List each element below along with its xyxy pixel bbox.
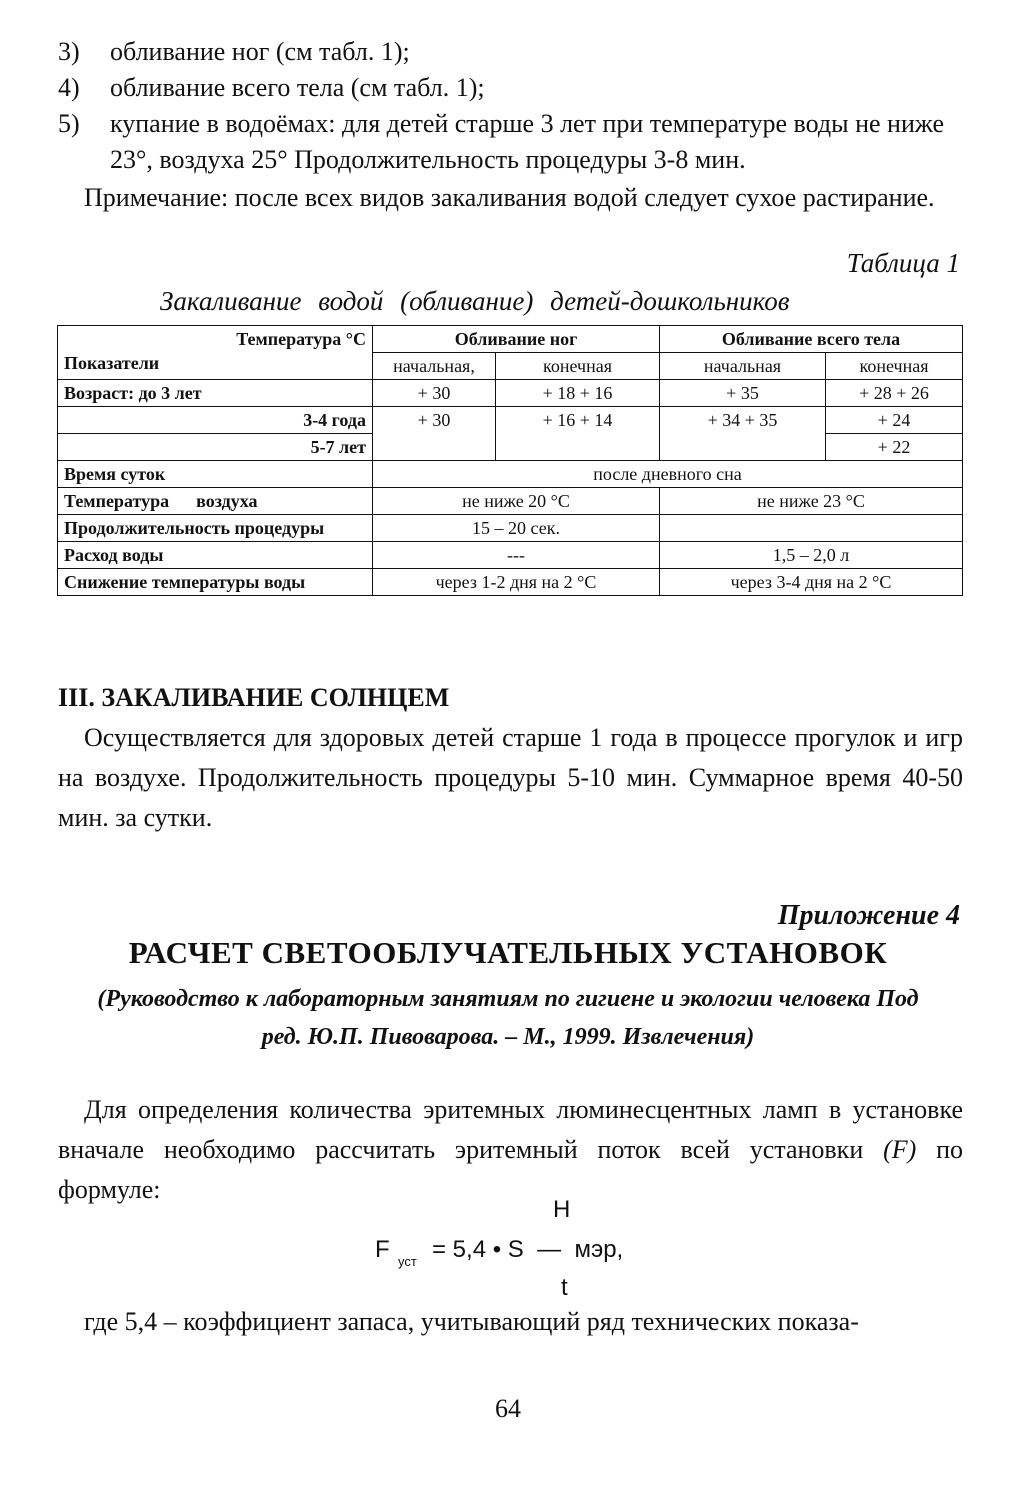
- hardening-list: [58, 34, 968, 178]
- water-body: 1,5 – 2,0 л: [660, 542, 963, 569]
- age-3-4-cell: 3-4 года: [58, 407, 373, 434]
- time-of-day-label: Время суток: [58, 461, 373, 488]
- appendix-label: Приложение 4: [777, 900, 960, 931]
- table-cell: + 24: [826, 407, 963, 434]
- header-indicators: Показатели: [64, 353, 160, 373]
- list-item-text: купание в водоёмах: для детей старше 3 лет при температуре воды не ниже 23°, воздуха 25° Продолжительность процедуры 3-8 мин.: [110, 109, 945, 174]
- table-title: Закаливание водой (обливание) детей-дошкольников: [160, 286, 790, 316]
- table-cell: + 16 + 14: [496, 407, 660, 461]
- age-5-7-cell: 5-7 лет: [58, 434, 373, 461]
- header-body: Обливание всего тела: [660, 326, 963, 353]
- appendix-subtitle: (Руководство к лабораторным занятиям по гигиене и экологии человека Под ред. Ю.П. Пивоварова. – М., 1999. Извлечения): [97, 986, 919, 1050]
- list-item: [58, 106, 968, 178]
- header-feet: Обливание ног: [373, 326, 660, 353]
- list-item-number: 3): [58, 37, 80, 66]
- water-feet: ---: [373, 542, 660, 569]
- formula-subscript: уст: [398, 1254, 417, 1269]
- list-item-text: обливание ног (см табл. 1);: [110, 37, 410, 66]
- air-temp-label: Температура воздуха: [58, 488, 373, 515]
- formula-denominator: t: [561, 1274, 568, 1301]
- list-item: [58, 70, 968, 106]
- section-heading: III. ЗАКАЛИВАНИЕ СОЛНЦЕМ: [58, 683, 450, 712]
- decrease-body: через 3-4 дня на 2 °С: [660, 569, 963, 596]
- note-paragraph: Примечание: после всех видов закаливания водой следует сухое растирание.: [84, 183, 935, 212]
- list-item-number: 4): [58, 73, 80, 102]
- section-paragraph: Осуществляется для здоровых детей старше 1 года в процессе прогулок и игр на воздухе. Продолжительность процедуры 5-10 мин. Суммарное время 40-50 мин. за сутки.: [58, 723, 963, 832]
- list-item-number: 5): [58, 109, 80, 138]
- header-initial-body: начальная: [660, 353, 826, 380]
- water-hardening-table: [57, 325, 963, 596]
- time-of-day-value: после дневного сна: [373, 461, 963, 488]
- table-cell: + 30: [373, 407, 496, 461]
- table-label: Таблица 1: [846, 248, 960, 278]
- formula: [0, 1196, 1016, 1306]
- appendix-title: РАСЧЕТ СВЕТООБЛУЧАТЕЛЬНЫХ УСТАНОВОК: [128, 935, 888, 970]
- table-cell: + 30: [373, 380, 496, 407]
- page-number: 64: [495, 1394, 521, 1423]
- header-final-body: конечная: [826, 353, 963, 380]
- paragraph-text: Для определения количества эритемных люминесцентных ламп в установке вначале необходимо рассчитать эритемный поток всей установки: [58, 1095, 963, 1164]
- paragraph-end: по формуле:: [58, 1135, 963, 1204]
- appendix-paragraph: [58, 1090, 963, 1210]
- list-item-text: обливание всего тела (см табл. 1);: [110, 73, 485, 102]
- decrease-label: Снижение температуры воды: [58, 569, 373, 596]
- duration-label: Продолжительность процедуры: [58, 515, 373, 542]
- air-temp-body: не ниже 23 °С: [660, 488, 963, 515]
- table-cell: + 34 + 35: [660, 407, 826, 461]
- header-final-feet: конечная: [496, 353, 660, 380]
- table-cell: + 18 + 16: [496, 380, 660, 407]
- header-initial-feet: начальная,: [373, 353, 496, 380]
- where-paragraph: где 5,4 – коэффициент запаса, учитывающий ряд технических показа-: [84, 1307, 859, 1336]
- duration-feet: 15 – 20 сек.: [373, 515, 660, 542]
- duration-body: [660, 515, 963, 542]
- header-corner-cell: [58, 326, 373, 380]
- decrease-feet: через 1-2 дня на 2 °С: [373, 569, 660, 596]
- table-cell: + 22: [826, 434, 963, 461]
- formula-body: = 5,4 • S — мэр,: [432, 1236, 624, 1263]
- table-cell: + 28 + 26: [826, 380, 963, 407]
- list-item: [58, 34, 968, 70]
- header-temperature: Температура °С: [236, 329, 366, 349]
- age-label-cell: Возраст: до 3 лет: [58, 380, 373, 407]
- water-label: Расход воды: [58, 542, 373, 569]
- formula-f: F: [375, 1236, 390, 1263]
- formula-numerator: H: [553, 1196, 571, 1223]
- table-cell: + 35: [660, 380, 826, 407]
- air-temp-feet: не ниже 20 °С: [373, 488, 660, 515]
- variable-f: (F): [883, 1135, 917, 1164]
